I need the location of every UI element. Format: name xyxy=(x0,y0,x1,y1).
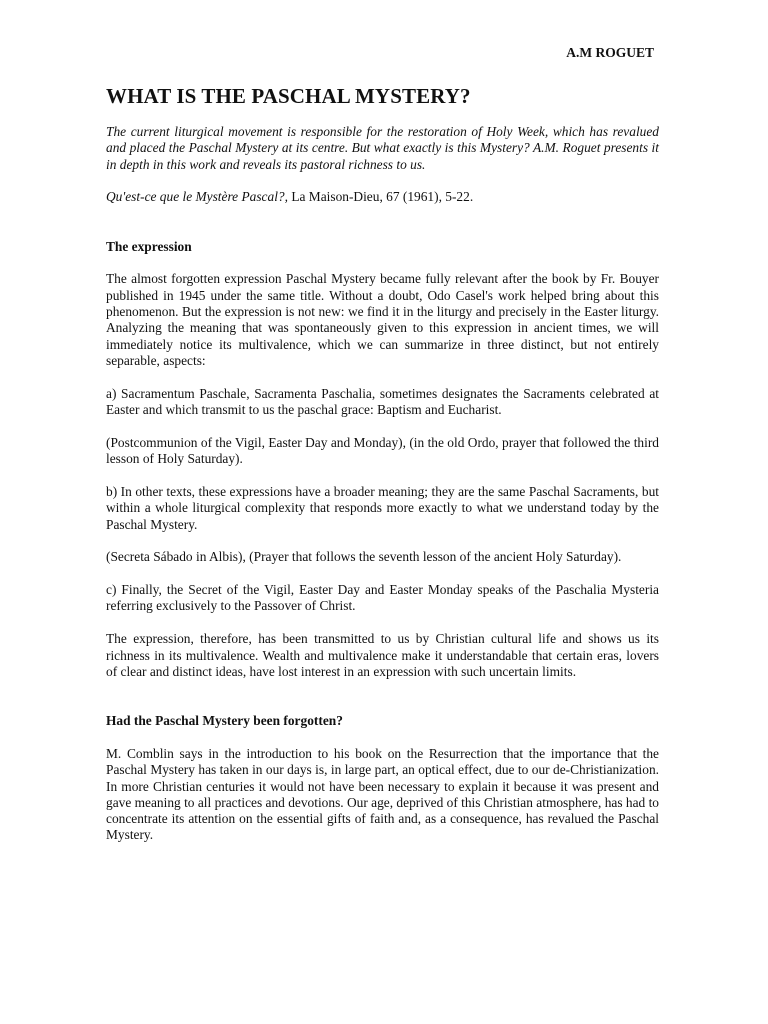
paragraph: (Secreta Sábado in Albis), (Prayer that follows the seventh lesson of the ancient Holy Saturday). xyxy=(106,549,622,565)
paragraph: (Postcommunion of the Vigil, Easter Day and Monday), (in the old Ordo, prayer that followed the third lesson of Holy Saturday). xyxy=(106,434,659,467)
paragraph-item-b: b) In other texts, these expressions have a broader meaning; they are the same Paschal Sacraments, but within a whole liturgical complexity that responds more exactly to what we understand today by the Paschal Mystery. xyxy=(106,483,659,532)
abstract-paragraph: The current liturgical movement is responsible for the restoration of Holy Week, which has revalued and placed the Paschal Mystery at its centre. But what exactly is this Mystery? A.M. Roguet presents it in depth in this work and reveals its pastoral richness to us. xyxy=(106,124,659,172)
document-title: WHAT IS THE PASCHAL MYSTERY? xyxy=(106,84,471,108)
citation-source: La Maison-Dieu, 67 (1961), 5-22. xyxy=(287,189,474,205)
paragraph: The expression, therefore, has been transmitted to us by Christian cultural life and shows us its richness in its multivalence. Wealth and multivalence make it understandable that certain eras, lovers of clear and distinct ideas, have lost interest in an expression with such uncertain limits. xyxy=(106,631,659,679)
section-heading-expression: The expression xyxy=(106,238,192,254)
citation-line xyxy=(106,189,659,205)
citation-title: Qu'est-ce que le Mystère Pascal?, xyxy=(106,189,288,205)
paragraph-item-c: c) Finally, the Secret of the Vigil, Easter Day and Easter Monday speaks of the Paschalia Mysteria referring exclusively to the Passover of Christ. xyxy=(106,582,659,614)
author-name: A.M ROGUET xyxy=(566,45,654,60)
paragraph: M. Comblin says in the introduction to his book on the Resurrection that the importance that the Paschal Mystery has taken in our days is, in large part, an optical effect, due to our de-Christianization. In more Christian centuries it would not have been necessary to explain it because it was present and gave meaning to all practices and devotions. Our age, deprived of this Christian atmosphere, has had to concentrate its attention on the essential gifts of faith and, as a consequence, has revalued the Paschal Mystery. xyxy=(106,745,659,843)
paragraph: The almost forgotten expression Paschal Mystery became fully relevant after the book by Fr. Bouyer published in 1945 under the same title. Without a doubt, Odo Casel's work helped bring about this phenomenon. But the expression is not new: we find it in the liturgy and precisely in the Easter liturgy. Analyzing the meaning that was spontaneously given to this expression in ancient times, we will immediately notice its multivalence, which we can summarize in three distinct, but not entirely separable, aspects: xyxy=(106,271,659,368)
document-body xyxy=(106,124,659,860)
section-heading-forgotten: Had the Paschal Mystery been forgotten? xyxy=(106,713,343,729)
paragraph-item-a: a) Sacramentum Paschale, Sacramenta Paschalia, sometimes designates the Sacraments celebrated at Easter and which transmit to us the paschal grace: Baptism and Eucharist. xyxy=(106,385,659,418)
